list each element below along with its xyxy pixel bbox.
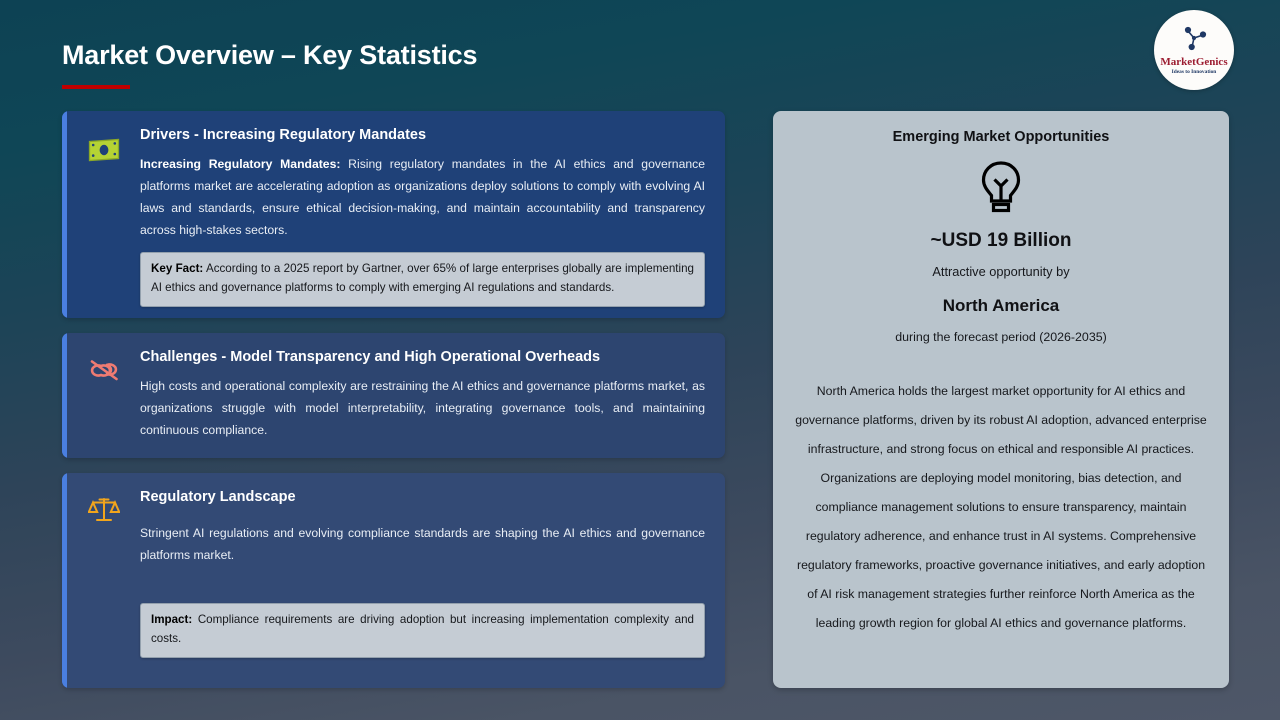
- card-accent-bar: [62, 333, 67, 458]
- broken-link-icon: [87, 353, 121, 387]
- opportunity-description: North America holds the largest market opportunity for AI ethics and governance platforms, driven by its robust AI adoption, advanced enterprise infrastructure, and strong focus on ethical and responsible AI practices. Organizations are deploying model monitoring, bias detection, and compliance management solutions to ensure transparency, maintain regulatory adherence, and enhance trust in AI systems. Comprehensive regulatory frameworks, proactive governance initiatives, and early adoption of AI risk management strategies further reinforce North America as the leading growth region for global AI ethics and governance platforms.: [795, 384, 1207, 631]
- logo-brand-name: MarketGenics: [1160, 56, 1228, 69]
- card-regulatory-landscape[interactable]: [62, 473, 725, 688]
- insight-card-list: [62, 111, 725, 688]
- card-body: High costs and operational complexity are restraining the AI ethics and governance platforms market, as organizations struggle with model interpretability, integrating governance tools, and maintaining continuous compliance.: [140, 379, 705, 438]
- card-body-lead: Increasing Regulatory Mandates:: [140, 157, 341, 172]
- forecast-period: during the forecast period (2026-2035): [895, 330, 1107, 344]
- card-body-text: Rising regulatory mandates in the AI ethics and governance platforms market are accelerating adoption as organizations deploy solutions to comply with evolving AI laws and standards, ensure ethical decision-making, and maintain accountability and transparency across high-stakes sectors.: [140, 157, 705, 238]
- opportunity-subtitle: Attractive opportunity by: [932, 264, 1070, 279]
- key-fact-box: [140, 252, 705, 307]
- card-heading: Drivers - Increasing Regulatory Mandates: [140, 127, 427, 143]
- card-drivers[interactable]: [62, 111, 725, 318]
- logo-tagline: Ideas to Innovation: [1171, 68, 1217, 75]
- market-value: ~USD 19 Billion: [930, 230, 1072, 251]
- leading-region: North America: [942, 296, 1060, 315]
- card-heading: Regulatory Landscape: [140, 489, 296, 505]
- money-banknote-icon: [87, 133, 121, 167]
- panel-title: Emerging Market Opportunities: [892, 129, 1110, 145]
- title-underline-rule: [62, 85, 130, 89]
- key-fact-text: According to a 2025 report by Gartner, over 65% of large enterprises globally are implementing AI ethics and governance platforms to comply with emerging AI regulations and standards.: [151, 262, 694, 294]
- page-title: Market Overview – Key Statistics: [62, 40, 478, 70]
- card-accent-bar: [62, 473, 67, 688]
- card-body: Stringent AI regulations and evolving compliance standards are shaping the AI ethics and governance platforms market.: [140, 526, 705, 563]
- lightbulb-icon: [795, 159, 1207, 217]
- impact-box: [140, 603, 705, 658]
- card-body: [140, 154, 705, 242]
- card-heading: Challenges - Model Transparency and High Operational Overheads: [140, 349, 601, 365]
- molecule-network-icon: [1179, 25, 1209, 56]
- impact-text: Compliance requirements are driving adoption but increasing implementation complexity and costs.: [151, 613, 694, 646]
- scales-of-justice-icon: [87, 493, 121, 527]
- key-fact-label: Key Fact:: [151, 262, 204, 276]
- emerging-market-opportunities-panel: [773, 111, 1229, 688]
- impact-label: Impact:: [151, 613, 193, 627]
- brand-logo: [1154, 10, 1234, 90]
- card-challenges[interactable]: [62, 333, 725, 458]
- card-accent-bar: [62, 111, 67, 318]
